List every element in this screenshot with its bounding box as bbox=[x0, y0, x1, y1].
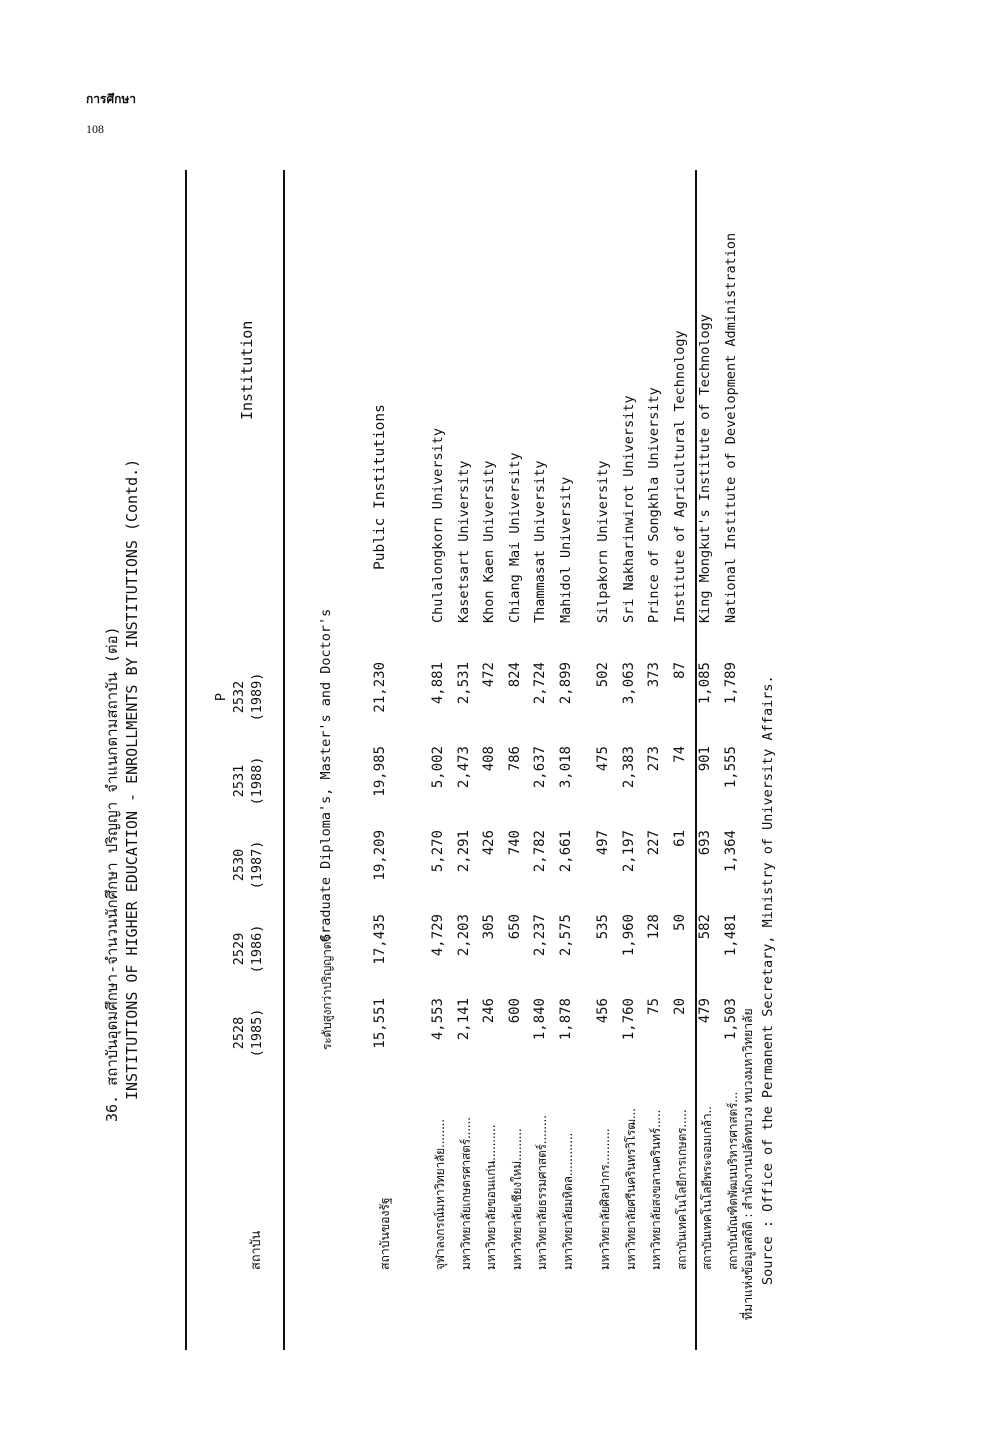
running-header-section: การศึกษา bbox=[86, 92, 136, 106]
row-value: 600 bbox=[506, 998, 523, 1024]
header-bottom-rule bbox=[283, 170, 285, 1350]
row-value: 2,197 bbox=[620, 830, 637, 873]
row-value: 3,018 bbox=[558, 746, 574, 789]
row-label-english: King Mongkut's Institute of Technology bbox=[697, 314, 714, 623]
row-value: 2,899 bbox=[558, 662, 574, 705]
rotated-table-page bbox=[70, 130, 810, 1380]
row-value: 426 bbox=[481, 830, 498, 856]
row-label-english: Mahidol University bbox=[558, 476, 574, 623]
row-value: 2,782 bbox=[532, 830, 549, 873]
row-value: 497 bbox=[595, 830, 611, 856]
row-label-english: Chiang Mai University bbox=[506, 452, 523, 623]
table-bottom-rule bbox=[695, 170, 697, 1350]
level-label-thai: ระดับสูงกว่าปริญญาตรี bbox=[320, 935, 334, 1050]
row-value: 2,473 bbox=[455, 746, 472, 789]
row-label-english: Khon Kaen University bbox=[481, 460, 498, 623]
row-value: 1,364 bbox=[723, 830, 739, 873]
row-value: 786 bbox=[506, 746, 523, 772]
row-label-thai: สถาบันบัณฑิตพัฒนบริหารศาสตร์... bbox=[726, 1091, 740, 1270]
row-value: 75 bbox=[646, 998, 663, 1015]
total-2529: 17,435 bbox=[372, 914, 388, 965]
row-value: 1,760 bbox=[620, 998, 637, 1041]
row-value: 901 bbox=[697, 746, 714, 772]
row-value: 456 bbox=[595, 998, 611, 1024]
row-value: 479 bbox=[697, 998, 714, 1024]
row-value: 2,637 bbox=[532, 746, 549, 789]
row-value: 305 bbox=[481, 914, 498, 940]
row-value: 2,661 bbox=[558, 830, 574, 873]
total-2532: 21,230 bbox=[372, 662, 388, 713]
row-value: 1,481 bbox=[723, 914, 739, 957]
row-value: 2,383 bbox=[620, 746, 637, 789]
row-value: 273 bbox=[646, 746, 663, 772]
row-label-thai: มหาวิทยาลัยศิลปากร.......... bbox=[598, 1128, 612, 1270]
row-value: 1,503 bbox=[723, 998, 739, 1041]
row-value: 824 bbox=[506, 662, 523, 688]
year-header-2528: 2528 (1985) bbox=[231, 1008, 265, 1058]
column-header-english: Institution bbox=[238, 320, 256, 420]
row-value: 1,840 bbox=[532, 998, 549, 1041]
row-label-thai: มหาวิทยาลัยเชียงใหม่......... bbox=[509, 1128, 524, 1270]
row-value: 74 bbox=[671, 746, 688, 763]
row-value: 740 bbox=[506, 830, 523, 856]
row-value: 1,789 bbox=[723, 662, 739, 705]
row-value: 2,575 bbox=[558, 914, 574, 957]
row-value: 475 bbox=[595, 746, 611, 772]
row-label-thai: มหาวิทยาลัยธรรมศาสตร์........ bbox=[535, 1115, 550, 1270]
row-label-thai: มหาวิทยาลัยสงขลานครินทร์..... bbox=[649, 1109, 664, 1270]
row-value: 1,555 bbox=[723, 746, 739, 789]
row-value: 1,960 bbox=[620, 914, 637, 957]
total-row-label-thai: สถาบันของรัฐ bbox=[377, 1197, 392, 1270]
row-value: 246 bbox=[481, 998, 498, 1024]
row-value: 61 bbox=[671, 830, 688, 847]
row-label-thai: มหาวิทยาลัยศรีนครินทรวิโรฒ... bbox=[623, 1108, 638, 1270]
row-label-english: Chulalongkorn University bbox=[430, 427, 446, 623]
page-number: 108 bbox=[86, 122, 104, 136]
row-label-english: Kasetsart University bbox=[455, 460, 472, 623]
row-label-thai: มหาวิทยาลัยขอนแก่น.......... bbox=[484, 1124, 499, 1270]
row-value: 87 bbox=[671, 662, 688, 679]
row-label-thai: สถาบันเทคโนโลยีพระจอมเกล้า.. bbox=[700, 1106, 715, 1270]
year-header-2532: P 2532 (1989) bbox=[213, 672, 265, 722]
row-label-english: Prince of Songkhla University bbox=[646, 387, 663, 623]
level-label-english: Graduate Diploma's, Master's and Doctor's bbox=[318, 608, 334, 942]
column-header-thai: สถาบัน bbox=[249, 1230, 264, 1270]
row-value: 1,878 bbox=[558, 998, 574, 1041]
row-value: 4,881 bbox=[430, 662, 446, 705]
row-value: 5,270 bbox=[430, 830, 446, 873]
table-top-rule bbox=[185, 170, 187, 1350]
total-2531: 19,985 bbox=[372, 746, 388, 797]
row-value: 472 bbox=[481, 662, 498, 688]
row-label-english: Institute of Agricultural Technology bbox=[671, 330, 688, 623]
row-value: 408 bbox=[481, 746, 498, 772]
row-label-thai: สถาบันเทคโนโลยีการเกษตร..... bbox=[674, 1109, 689, 1270]
row-value: 373 bbox=[646, 662, 663, 688]
total-row-label-english: Public Institutions bbox=[372, 404, 388, 570]
row-value: 2,237 bbox=[532, 914, 549, 957]
row-value: 50 bbox=[671, 914, 688, 931]
row-value: 5,002 bbox=[430, 746, 446, 789]
row-value: 2,291 bbox=[455, 830, 472, 873]
row-label-english: Thammasat University bbox=[532, 460, 549, 623]
year-header-2531: 2531 (1988) bbox=[231, 756, 265, 806]
row-value: 2,724 bbox=[532, 662, 549, 705]
total-2528: 15,551 bbox=[372, 998, 388, 1049]
row-value: 2,531 bbox=[455, 662, 472, 705]
row-value: 3,063 bbox=[620, 662, 637, 705]
row-value: 535 bbox=[595, 914, 611, 940]
row-value: 4,553 bbox=[430, 998, 446, 1041]
table-title-english: INSTITUTIONS OF HIGHER EDUCATION - ENROLLMENTS BY INSTITUTIONS (Contd.) bbox=[123, 458, 141, 1100]
row-label-thai: มหาวิทยาลัยมหิดล............ bbox=[561, 1132, 575, 1270]
row-value: 20 bbox=[671, 998, 688, 1015]
row-value: 128 bbox=[646, 914, 663, 940]
row-value: 2,203 bbox=[455, 914, 472, 957]
row-label-english: Sri Nakharinwirot University bbox=[620, 395, 637, 623]
total-2530: 19,209 bbox=[372, 830, 388, 881]
row-label-english: Silpakorn University bbox=[595, 460, 611, 623]
year-header-2530: 2530 (1987) bbox=[231, 840, 265, 890]
table-title-thai: 36. สถาบันอุดมศึกษา-จำนวนนักศึกษา ปริญญา จำแนกตามสถาบัน (ต่อ) bbox=[103, 626, 121, 1122]
row-label-english: National Institute of Development Administration bbox=[723, 232, 739, 623]
row-value: 227 bbox=[646, 830, 663, 856]
row-label-thai: มหาวิทยาลัยเกษตรศาสตร์...... bbox=[458, 1117, 473, 1270]
row-value: 4,729 bbox=[430, 914, 446, 957]
row-value: 2,141 bbox=[455, 998, 472, 1041]
year-header-2529: 2529 (1986) bbox=[231, 924, 265, 974]
row-value: 582 bbox=[697, 914, 714, 940]
source-english: Source : Office of the Permanent Secretary, Ministry of University Affairs. bbox=[760, 675, 776, 1285]
source-thai: ที่มาแห่งข้อมูลสถิติ : สำนักงานปลัดทบวง ทบวงมหาวิทยาลัย bbox=[740, 1008, 755, 1320]
row-value: 693 bbox=[697, 830, 714, 856]
row-value: 650 bbox=[506, 914, 523, 940]
row-value: 1,085 bbox=[697, 662, 714, 705]
row-label-thai: จุฬาลงกรณ์มหาวิทยาลัย........ bbox=[433, 1119, 447, 1270]
row-value: 502 bbox=[595, 662, 611, 688]
